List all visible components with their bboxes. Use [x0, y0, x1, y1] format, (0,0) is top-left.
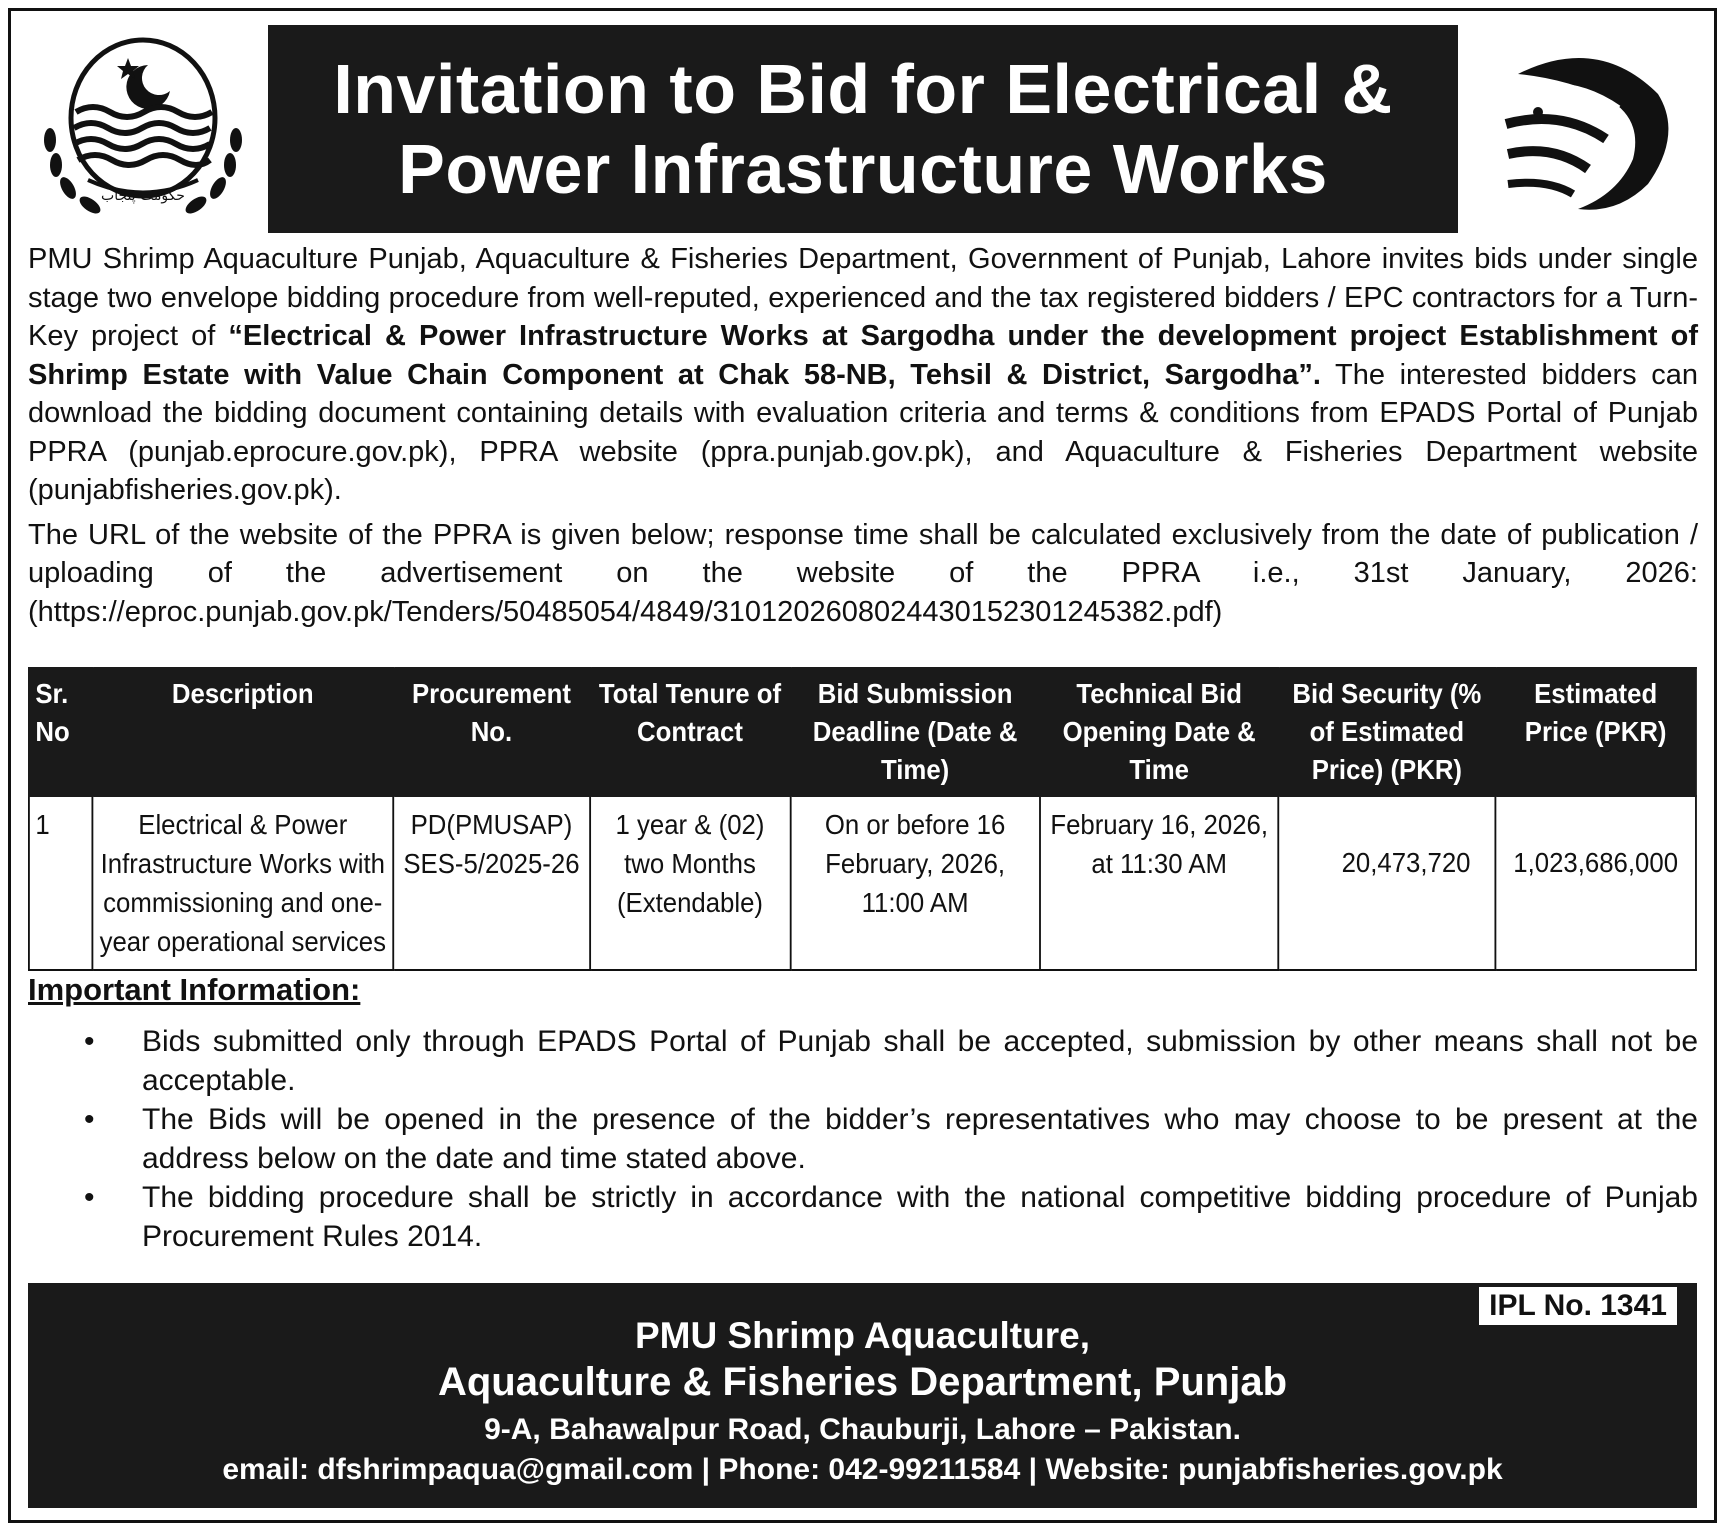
intro-text: [28, 240, 1698, 637]
header-opening: Technical Bid Opening Date & Time: [1040, 668, 1278, 796]
cell-bid-security: 20,473,720: [1278, 796, 1495, 970]
ipl-number: IPL No. 1341: [1479, 1287, 1677, 1325]
list-item: [28, 1100, 1698, 1178]
page-title: [333, 49, 1392, 209]
title-banner: [268, 25, 1458, 233]
header-estimated-price: Estimated Price (PKR): [1495, 668, 1696, 796]
header-deadline: Bid Submission Deadline (Date & Time): [790, 668, 1040, 796]
header: [28, 22, 1696, 237]
table-row: [29, 796, 1696, 970]
bid-table: [28, 667, 1697, 971]
emblem-caption: حکومت پنجاب: [101, 188, 185, 204]
important-info-list: [28, 1022, 1698, 1256]
list-item-text: The Bids will be opened in the presence of the bidder’s representatives who may choose to be present at the address below on the date and time stated above.: [142, 1103, 1698, 1175]
header-tenure: Total Tenure of Contract: [590, 668, 791, 796]
header-sr-no: Sr. No: [29, 668, 92, 796]
bullet-icon: •: [84, 1103, 95, 1136]
cell-procurement-no: PD(PMUSAP) SES-5/2025-26: [393, 796, 589, 970]
footer-organization: PMU Shrimp Aquaculture,: [634, 1315, 1090, 1356]
list-item-text: Bids submitted only through EPADS Portal of Punjab shall be accepted, submission by other means shall not be acceptable.: [142, 1025, 1698, 1097]
intro-paragraph-1: [28, 240, 1698, 510]
cell-opening: February 16, 2026, at 11:30 AM: [1040, 796, 1278, 970]
intro-p1-start: PMU Shrimp Aquaculture Punjab, Aquaculture & Fisheries Department, Government of Punjab, Lahore invites bids under single stage two envelope bidding procedure from well-reputed, experienced and the tax registered bidders / EPC contractors for a Turn-Key project of: [28, 243, 1698, 352]
intro-paragraph-2: The URL of the website of the PPRA is given below; response time shall be calculated exclusively from the date of publication / uploading of the advertisement on the website of the PPRA i.e., 31st January, 2026: (https://eproc.punjab.gov.pk/Tenders/50485054/4849/31012026080244301523012453​82.pdf): [28, 518, 1698, 628]
list-item-text: The bidding procedure shall be strictly in accordance with the national competitive bidding procedure of Punjab Procurement Rules 2014.: [142, 1181, 1698, 1253]
important-info-heading: Important Information:: [28, 972, 361, 1007]
header-description: Description: [92, 668, 393, 796]
cell-sr-no: 1: [29, 796, 92, 970]
punjab-emblem-logo: [28, 30, 258, 230]
intro-p1-end: The interested bidders can download the bidding document containing details with evaluation criteria and terms & conditions from EPADS Portal of Punjab PPRA (punjab.eprocure.gov.pk), PPRA website (ppra.punjab.gov.pk), and Aquaculture & Fisheries Department website (punjabfisheries.gov.pk).: [28, 358, 1699, 506]
cell-tenure: 1 year & (02) two Months (Extendable): [590, 796, 791, 970]
title-line-1: Invitation to Bid for Electrical &: [333, 50, 1393, 128]
footer-contact-block: [28, 1283, 1697, 1508]
bullet-icon: •: [84, 1025, 95, 1058]
footer-contact-details: email: dfshrimpaqua@gmail.com | Phone: 042-99211584 | Website: punjabfisheries.gov.pk: [222, 1453, 1503, 1486]
list-item: [28, 1022, 1698, 1100]
header-procurement-no: Procurement No.: [393, 668, 589, 796]
cell-description: Electrical & Power Infrastructure Works with commissioning and one-year operational services: [92, 796, 393, 970]
title-line-2: Power Infrastructure Works: [398, 130, 1328, 208]
footer-department: Aquaculture & Fisheries Department, Punjab: [437, 1360, 1288, 1404]
shrimp-logo: [1478, 34, 1688, 224]
header-bid-security: Bid Security (% of Estimated Price) (PKR): [1278, 668, 1495, 796]
cell-estimated-price: 1,023,686,000: [1495, 796, 1696, 970]
list-item: [28, 1178, 1698, 1256]
cell-deadline: On or before 16 February, 2026, 11:00 AM: [790, 796, 1040, 970]
footer-address: 9-A, Bahawalpur Road, Chauburji, Lahore – Pakistan.: [484, 1413, 1241, 1446]
table-header-row: [29, 668, 1696, 796]
bullet-icon: •: [84, 1181, 95, 1214]
project-name: “Electrical & Power Infrastructure Works at Sargodha under the development project Establishment of Shrimp Estate with Value Chain Component at Chak 58-NB, Tehsil & District, Sargodha”.: [28, 320, 1698, 391]
